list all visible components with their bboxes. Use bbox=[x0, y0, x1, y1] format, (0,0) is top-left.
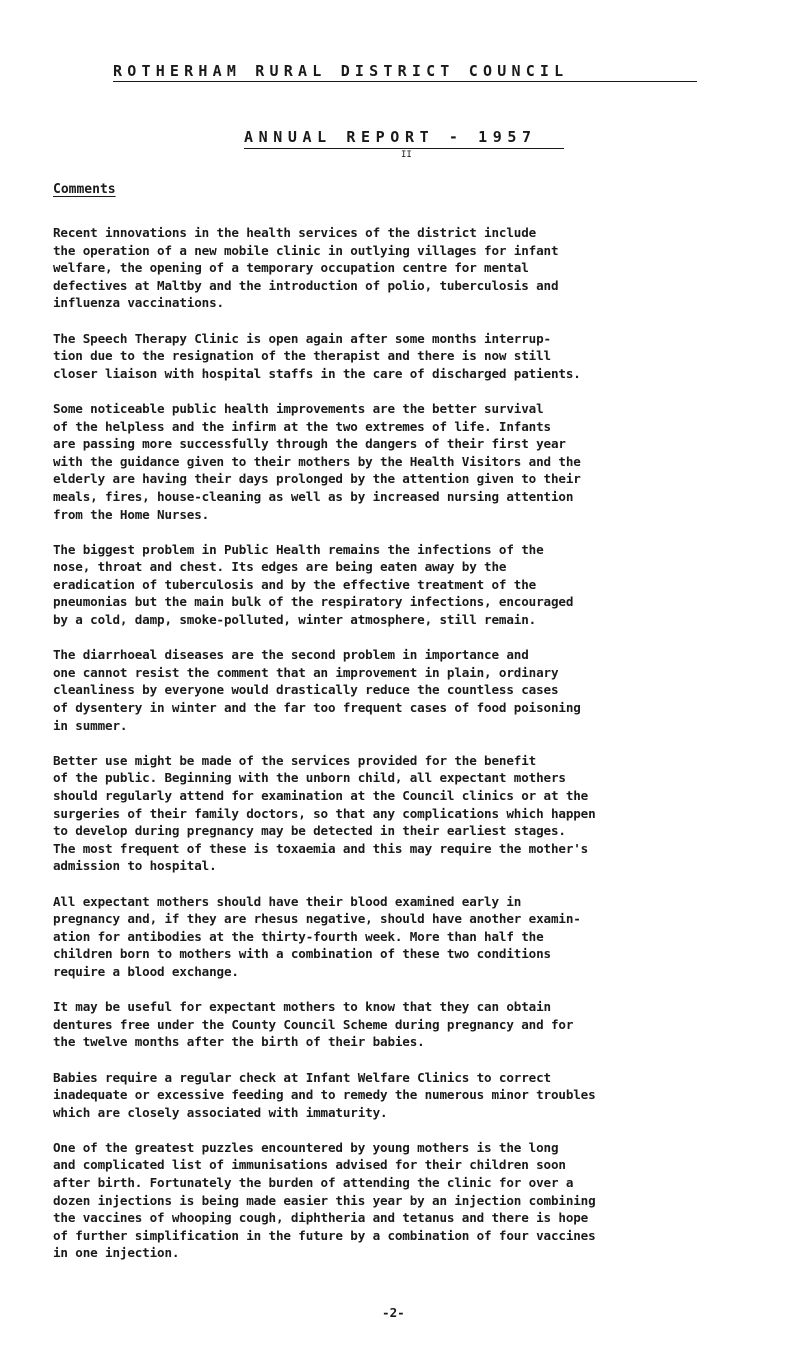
paragraph: Some noticeable public health improvements are the better survival of the helpless and the infirm at the two extremes of life. Infants are passing more successfully through the dangers of their first year with the guidance given to their mothers by the Health Visitors and the elderly are having their days prolonged by the attention given to their meals, fires, house-cleaning as well as by increased nursing attention from the Home Nurses. bbox=[53, 400, 581, 522]
report-heading: ANNUAL REPORT - 1957 bbox=[244, 128, 537, 146]
report-heading-mark: II bbox=[401, 150, 412, 160]
paragraph: The Speech Therapy Clinic is open again after some months interrup- tion due to the resignation of the therapist and there is now still closer liaison with hospital staffs in the care of discharged patients. bbox=[53, 330, 581, 381]
report-heading-underline bbox=[244, 148, 564, 149]
section-title-comments: Comments bbox=[53, 182, 116, 197]
body-text bbox=[53, 224, 773, 1280]
paragraph: Babies require a regular check at Infant Welfare Clinics to correct inadequate or excessive feeding and to remedy the numerous minor troubles which are closely associated with immaturity. bbox=[53, 1069, 596, 1120]
paragraph: The diarrhoeal diseases are the second problem in importance and one cannot resist the comment that an improvement in plain, ordinary cleanliness by everyone would drastically reduce the countless cases of dysentery in winter and the far too frequent cases of food poisoning in summer. bbox=[53, 647, 581, 733]
paragraph: Recent innovations in the health services of the district include the operation of a new mobile clinic in outlying villages for infant welfare, the opening of a temporary occupation centre for mental defectives at Maltby and the introduction of polio, tuberculosis and influenza vaccinations. bbox=[53, 225, 559, 311]
page-number: -2- bbox=[382, 1305, 405, 1320]
paragraph: All expectant mothers should have their blood examined early in pregnancy and, if they are rhesus negative, should have another examin- ation for antibodies at the thirty-fourth week. More than half the children born to mothers with a combination of these two conditions require a blood exchange. bbox=[53, 893, 581, 979]
paragraph: One of the greatest puzzles encountered by young mothers is the long and complicated list of immunisations advised for their children soon after birth. Fortunately the burden of attending the clinic for over a dozen injections is being made easier this year by an injection combining the vaccines of whooping cough, diphtheria and tetanus and there is hope of further simplification in the future by a combination of four vaccines in one injection. bbox=[53, 1139, 596, 1261]
paragraph: Better use might be made of the services provided for the benefit of the public. Beginning with the unborn child, all expectant mothers should regularly attend for examination at the Council clinics or at the surgeries of their family doctors, so that any complications which happen to develop during pregnancy may be detected in their earliest stages. The most frequent of these is toxaemia and this may require the mother's admission to hospital. bbox=[53, 752, 596, 874]
paragraph: The biggest problem in Public Health remains the infections of the nose, throat and chest. Its edges are being eaten away by the eradication of tuberculosis and by the effective treatment of the pneumonias but the main bulk of the respiratory infections, encouraged by a cold, damp, smoke-polluted, winter atmosphere, still remain. bbox=[53, 541, 574, 628]
council-heading-underline bbox=[113, 81, 697, 82]
council-heading: ROTHERHAM RURAL DISTRICT COUNCIL bbox=[113, 62, 569, 80]
paragraph: It may be useful for expectant mothers to know that they can obtain dentures free under the County Council Scheme during pregnancy and for the twelve months after the birth of their babies. bbox=[53, 999, 574, 1050]
